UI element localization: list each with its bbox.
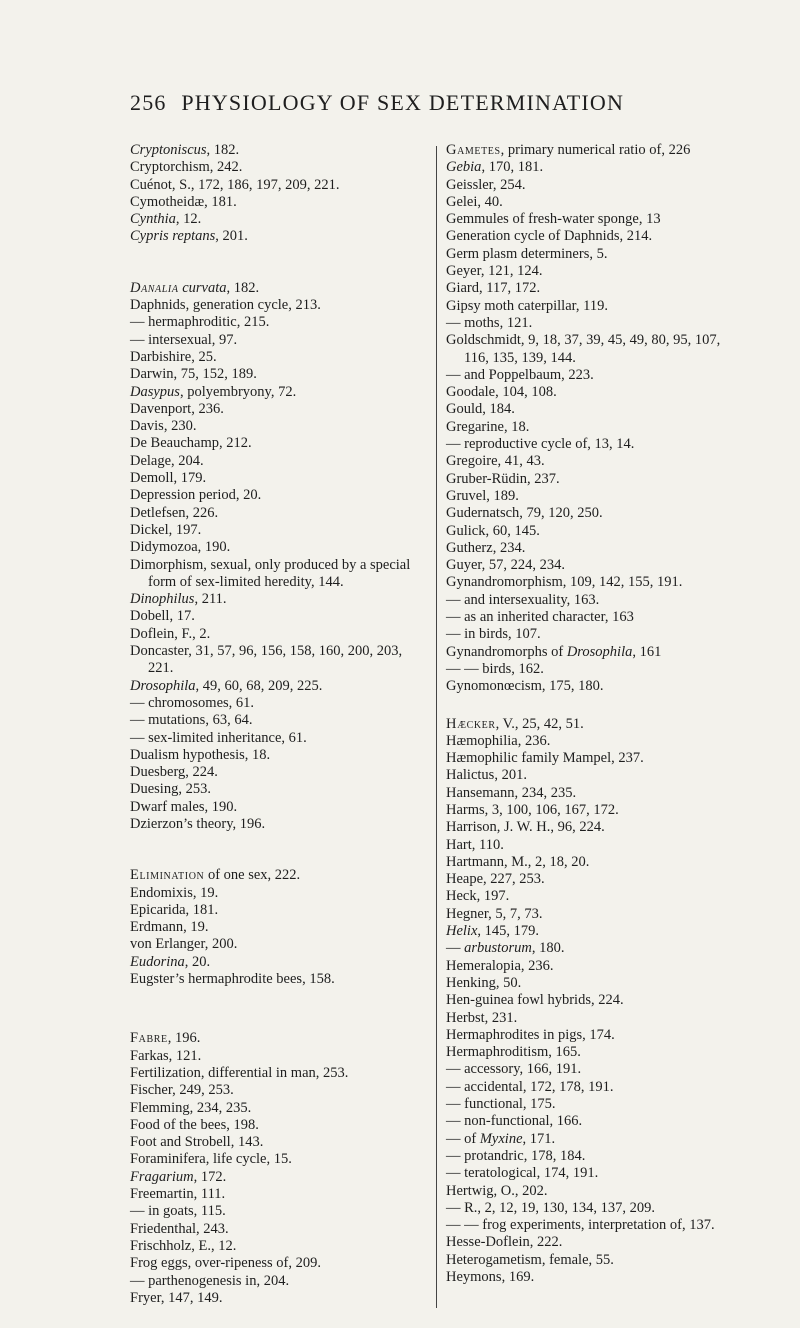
page-number: 256	[130, 90, 167, 115]
index-entry-text: Hartmann, M., 2, 18, 20.	[446, 853, 590, 870]
index-column-right	[446, 142, 738, 1286]
index-entry-text: Gudernatsch, 79, 120, 250.	[446, 505, 603, 522]
index-entry-text: Heymons, 169.	[446, 1269, 535, 1285]
index-entry-text: Cryptorchism, 242.	[130, 159, 243, 176]
index-entry-text: of one sex, 222.	[204, 867, 301, 884]
index-entry	[446, 1010, 738, 1027]
index-entry-text: Daphnids, generation cycle, 213.	[130, 297, 321, 314]
index-entry-text: Delage, 204.	[130, 452, 204, 469]
index-entry	[130, 1221, 426, 1238]
index-entry-text: Henking, 50.	[446, 974, 522, 991]
index-entry-text: Eudorina	[130, 953, 185, 970]
index-entry	[446, 923, 738, 940]
index-entry	[130, 626, 426, 643]
index-entry	[446, 1131, 738, 1148]
index-entry	[130, 764, 426, 781]
index-entry-text: Gipsy moth caterpillar, 119.	[446, 297, 608, 314]
index-entry	[446, 211, 738, 228]
index-entry	[446, 609, 738, 626]
index-entry-text: , 172.	[193, 1168, 227, 1185]
index-entry-text: Hesse-Doflein, 222.	[446, 1234, 563, 1251]
index-entry-text: , 20.	[184, 953, 211, 970]
index-entry-text: , 211.	[194, 591, 227, 608]
index-entry-text: Geyer, 121, 124.	[446, 263, 543, 280]
index-entry	[446, 802, 738, 819]
index-entry	[446, 1269, 738, 1286]
index-entry	[446, 785, 738, 802]
index-entry	[130, 1030, 426, 1047]
index-entry-text: arbustorum	[464, 940, 532, 957]
index-entry-text: Gould, 184.	[446, 401, 515, 418]
index-entry	[130, 816, 426, 833]
index-entry	[130, 1117, 426, 1134]
index-entry	[446, 505, 738, 522]
index-entry	[130, 1255, 426, 1272]
index-entry	[446, 367, 738, 384]
index-entry	[130, 453, 426, 470]
index-entry-text: — mutations, 63, 64.	[130, 712, 253, 729]
index-entry-text: Frog eggs, over-ripeness of, 209.	[130, 1255, 321, 1272]
index-entry-text: Drosophila	[566, 643, 633, 660]
index-entry-text: Hertwig, O., 202.	[446, 1182, 548, 1199]
index-entry	[446, 958, 738, 975]
index-entry	[446, 767, 738, 784]
index-entry-text: Fragarium	[130, 1168, 194, 1185]
index-entry	[130, 332, 426, 349]
index-entry	[446, 1217, 738, 1234]
index-entry-text: Gutherz, 234.	[446, 539, 526, 556]
index-entry-text: Doflein, F., 2.	[130, 625, 211, 642]
index-entry	[130, 1100, 426, 1117]
index-entry	[130, 487, 426, 504]
index-entry-text: Farkas, 121.	[130, 1047, 202, 1064]
index-entry	[446, 661, 738, 678]
index-entry-text: Herbst, 231.	[446, 1009, 518, 1026]
index-entry	[130, 885, 426, 902]
index-entry	[130, 297, 426, 314]
index-entry	[446, 540, 738, 557]
index-entry-text: Gregarine, 18.	[446, 418, 530, 435]
index-entry-text: — in goats, 115.	[130, 1203, 226, 1220]
index-entry-text: , 180.	[531, 940, 565, 957]
index-entry	[446, 557, 738, 574]
index-entry	[130, 1082, 426, 1099]
index-entry	[446, 626, 738, 643]
index-entry	[446, 750, 738, 767]
index-entry	[130, 971, 426, 988]
index-entry	[130, 747, 426, 764]
index-entry	[446, 837, 738, 854]
index-entry-text: Fertilization, differential in man, 253.	[130, 1064, 349, 1081]
index-entry-text: — teratological, 174, 191.	[446, 1165, 599, 1182]
index-entry-text: — functional, 175.	[446, 1096, 556, 1113]
index-entry	[446, 1079, 738, 1096]
index-entry-text: Doncaster, 31, 57, 96, 156, 158, 160, 200, 203, 221.	[130, 643, 403, 677]
index-entry	[446, 1165, 738, 1182]
index-entry-text: , 161	[632, 643, 662, 660]
index-entry	[446, 1200, 738, 1217]
index-entry-text: Heterogametism, female, 55.	[446, 1251, 614, 1268]
index-entry	[446, 992, 738, 1009]
index-entry	[446, 488, 738, 505]
index-entry-text: Gemmules of fresh-water sponge, 13	[446, 211, 661, 228]
index-entry-text: Hermaphrodites in pigs, 174.	[446, 1026, 615, 1043]
index-entry-text: Epicarida, 181.	[130, 901, 219, 918]
index-entry	[130, 1290, 426, 1307]
index-entry-text: Drosophila	[130, 677, 196, 694]
index-entry-text: — parthenogenesis in, 204.	[130, 1272, 290, 1289]
index-entry-text: Gulick, 60, 145.	[446, 522, 540, 539]
index-entry	[446, 332, 738, 367]
index-entry-text: —	[446, 940, 465, 957]
index-entry-text: Foot and Strobell, 143.	[130, 1134, 264, 1151]
index-entry-text: Germ plasm determiners, 5.	[446, 245, 608, 262]
index-entry	[446, 574, 738, 591]
index-entry	[446, 1044, 738, 1061]
index-entry	[446, 280, 738, 297]
index-entry-text: Freemartin, 111.	[130, 1186, 226, 1203]
index-entry	[130, 435, 426, 452]
page-header	[130, 90, 730, 116]
running-title: PHYSIOLOGY OF SEX DETERMINATION	[181, 90, 625, 115]
index-entry-text: Gynomonœcism, 175, 180.	[446, 678, 604, 695]
index-entry	[130, 1238, 426, 1255]
index-entry-text: Giard, 117, 172.	[446, 280, 541, 297]
index-entry-text: Gebia	[446, 159, 482, 176]
index-entry	[130, 936, 426, 953]
index-entry-text: Gregoire, 41, 43.	[446, 453, 545, 470]
index-entry	[446, 733, 738, 750]
index-entry	[130, 401, 426, 418]
index-entry-text: Heape, 227, 253.	[446, 871, 545, 888]
index-entry-text: — accidental, 172, 178, 191.	[446, 1078, 614, 1095]
index-entry-text: Hart, 110.	[446, 836, 504, 853]
index-entry	[130, 591, 426, 608]
index-entry-text: Eugster’s hermaphrodite bees, 158.	[130, 971, 335, 988]
index-entry-text: — intersexual, 97.	[130, 331, 238, 348]
index-entry	[130, 781, 426, 798]
index-entry	[130, 608, 426, 625]
index-entry-text: — — frog experiments, interpretation of, 137.	[446, 1217, 715, 1234]
index-entry	[130, 470, 426, 487]
index-entry	[130, 919, 426, 936]
index-entry-text: Dimorphism, sexual, only produced by a special form of sex-limited heredity, 144.	[130, 556, 411, 590]
index-entry-text: Depression period, 20.	[130, 487, 262, 504]
index-entry	[130, 1273, 426, 1290]
index-entry-text: Dobell, 17.	[130, 608, 195, 625]
index-entry-text: — non-functional, 166.	[446, 1113, 583, 1130]
index-entry	[446, 1096, 738, 1113]
index-entry-text: Cymotheidæ, 181.	[130, 193, 237, 210]
index-entry-text: von Erlanger, 200.	[130, 936, 238, 953]
index-entry	[130, 228, 426, 245]
index-entry-text: Gametes	[446, 142, 501, 158]
index-entry-text: Dzierzon’s theory, 196.	[130, 815, 266, 832]
index-entry	[446, 592, 738, 609]
index-entry	[130, 142, 426, 159]
index-entry	[130, 349, 426, 366]
index-entry-text: , 196.	[167, 1030, 201, 1047]
index-entry	[130, 1203, 426, 1220]
index-entry-text: Frischholz, E., 12.	[130, 1237, 237, 1254]
index-entry-text: Erdmann, 19.	[130, 919, 209, 936]
index-entry	[130, 211, 426, 228]
index-entry-text: Cryptoniscus	[130, 142, 207, 158]
index-entry-text: — — birds, 162.	[446, 660, 544, 677]
index-entry	[130, 505, 426, 522]
index-entry-text: Helix	[446, 923, 478, 940]
index-entry-text: — accessory, 166, 191.	[446, 1061, 582, 1078]
index-entry	[446, 228, 738, 245]
index-entry-text: Endomixis, 19.	[130, 884, 219, 901]
index-entry-text: Harms, 3, 100, 106, 167, 172.	[446, 801, 619, 818]
index-entry-text: Cypris reptans	[130, 228, 216, 245]
index-entry-text: Fischer, 249, 253.	[130, 1082, 234, 1099]
index-entry-text: — protandric, 178, 184.	[446, 1147, 586, 1164]
index-entry	[130, 712, 426, 729]
index-entry	[130, 1186, 426, 1203]
index-entry-text: Food of the bees, 198.	[130, 1116, 259, 1133]
index-entry-text: — sex-limited inheritance, 61.	[130, 729, 307, 746]
index-entry	[446, 471, 738, 488]
index-entry	[446, 159, 738, 176]
index-entry	[130, 280, 426, 297]
index-entry-text: , 182.	[206, 142, 240, 158]
index-entry-text: — in birds, 107.	[446, 626, 541, 643]
index-entry-text: Detlefsen, 226.	[130, 504, 219, 521]
index-entry-text: curvata	[182, 279, 227, 296]
index-entry-text: , 201.	[215, 228, 248, 245]
index-entry-text: Hæmophilic family Mampel, 237.	[446, 750, 644, 767]
index-entry	[130, 384, 426, 401]
index-entry-text: — and Poppelbaum, 223.	[446, 366, 594, 383]
index-entry	[446, 1061, 738, 1078]
index-entry	[446, 1027, 738, 1044]
index-entry	[446, 142, 738, 159]
index-entry-text: Harrison, J. W. H., 96, 224.	[446, 819, 605, 836]
index-entry	[130, 695, 426, 712]
index-entry-text: Friedenthal, 243.	[130, 1220, 229, 1237]
index-entry-text: Gynandromorphs of	[446, 643, 567, 660]
index-entry	[446, 888, 738, 905]
index-entry-text: Gelei, 40.	[446, 193, 503, 210]
index-entry-text: Dwarf males, 190.	[130, 798, 238, 815]
index-entry-text: Elimination	[130, 867, 205, 884]
index-entry-text: Demoll, 179.	[130, 470, 207, 487]
index-entry	[446, 819, 738, 836]
index-entry	[130, 1151, 426, 1168]
index-entry-text: Dualism hypothesis, 18.	[130, 746, 271, 763]
index-entry	[446, 975, 738, 992]
index-entry	[446, 401, 738, 418]
index-entry	[446, 1113, 738, 1130]
index-entry	[446, 177, 738, 194]
index-entry	[130, 557, 426, 592]
index-entry-text: Hæmophilia, 236.	[446, 732, 551, 749]
index-entry	[130, 1134, 426, 1151]
index-entry	[130, 678, 426, 695]
index-entry	[130, 643, 426, 678]
index-entry-text: Duesing, 253.	[130, 781, 211, 798]
index-entry-text: Gruber-Rüdin, 237.	[446, 470, 560, 487]
index-entry-text: Danalia	[130, 279, 179, 296]
index-entry	[130, 1065, 426, 1082]
index-entry	[130, 418, 426, 435]
index-entry	[130, 539, 426, 556]
index-entry-text: Goldschmidt, 9, 18, 37, 39, 45, 49, 80, 95, 107, 116, 135, 139, 144.	[446, 332, 721, 366]
index-entry	[446, 678, 738, 695]
index-entry-text: Davenport, 236.	[130, 400, 224, 417]
index-entry	[446, 940, 738, 957]
index-entry-text: Geissler, 254.	[446, 176, 526, 193]
index-entry-text: , 12.	[175, 211, 202, 228]
index-entry	[130, 730, 426, 747]
index-entry	[130, 799, 426, 816]
index-entry	[446, 298, 738, 315]
index-entry-text: Hemeralopia, 236.	[446, 957, 554, 974]
index-entry-text: — moths, 121.	[446, 314, 533, 331]
index-entry-text: Foraminifera, life cycle, 15.	[130, 1151, 292, 1168]
index-entry	[130, 177, 426, 194]
index-entry-text: Guyer, 57, 224, 234.	[446, 557, 566, 574]
index-entry-text: De Beauchamp, 212.	[130, 435, 252, 452]
index-entry-text: — hermaphroditic, 215.	[130, 314, 270, 331]
index-entry	[130, 954, 426, 971]
index-entry	[446, 419, 738, 436]
index-entry-text: Hansemann, 234, 235.	[446, 784, 577, 801]
index-entry	[446, 644, 738, 661]
index-entry	[446, 906, 738, 923]
index-entry-text: Goodale, 104, 108.	[446, 384, 557, 401]
index-entry	[446, 315, 738, 332]
index-entry	[446, 871, 738, 888]
index-entry	[446, 453, 738, 470]
index-entry-text: Cuénot, S., 172, 186, 197, 209, 221.	[130, 176, 340, 193]
index-entry	[130, 314, 426, 331]
index-entry-text: Duesberg, 224.	[130, 764, 218, 781]
index-entry	[446, 1183, 738, 1200]
index-entry	[446, 1252, 738, 1269]
index-entry-text: Dasypus	[130, 383, 180, 400]
index-entry	[446, 854, 738, 871]
index-entry	[446, 384, 738, 401]
index-entry-text: Darbishire, 25.	[130, 348, 217, 365]
index-entry	[446, 263, 738, 280]
index-column-left	[130, 142, 426, 1307]
index-entry-text: Hermaphroditism, 165.	[446, 1044, 581, 1061]
index-entry-text: Fryer, 147, 149.	[130, 1289, 223, 1306]
index-entry-text: — and intersexuality, 163.	[446, 591, 600, 608]
index-entry-text: , polyembryony, 72.	[179, 383, 297, 400]
index-entry-text: Darwin, 75, 152, 189.	[130, 366, 257, 383]
index-entry	[130, 194, 426, 211]
index-entry	[446, 523, 738, 540]
index-entry	[130, 1048, 426, 1065]
index-entry	[130, 159, 426, 176]
index-entry-text: , 182.	[226, 279, 260, 296]
index-entry-text: Heck, 197.	[446, 888, 510, 905]
index-entry	[130, 1169, 426, 1186]
index-entry-text: Cynthia	[130, 211, 176, 228]
index-entry-text: Flemming, 234, 235.	[130, 1099, 252, 1116]
index-entry	[130, 522, 426, 539]
column-divider	[436, 146, 437, 1308]
index-entry-text: Dickel, 197.	[130, 521, 202, 538]
index-entry	[446, 716, 738, 733]
index-entry-text: Myxine	[479, 1130, 523, 1147]
index-entry	[446, 1234, 738, 1251]
index-entry-text: Davis, 230.	[130, 418, 197, 435]
index-entry	[446, 1148, 738, 1165]
index-entry-text: — R., 2, 12, 19, 130, 134, 137, 209.	[446, 1199, 656, 1216]
index-entry	[130, 902, 426, 919]
index-entry	[130, 366, 426, 383]
index-entry-text: — reproductive cycle of, 13, 14.	[446, 436, 635, 453]
index-entry-text: , primary numerical ratio of, 226	[500, 142, 691, 158]
index-entry-text: Didymozoa, 190.	[130, 539, 231, 556]
index-entry-text: — as an inherited character, 163	[446, 609, 634, 626]
index-entry	[446, 436, 738, 453]
index-entry	[446, 194, 738, 211]
index-entry-text: Gynandromorphism, 109, 142, 155, 191.	[446, 574, 683, 591]
index-entry-text: Gruvel, 189.	[446, 487, 519, 504]
index-entry-text: Hegner, 5, 7, 73.	[446, 905, 543, 922]
index-entry-text: , 49, 60, 68, 209, 225.	[195, 677, 323, 694]
index-entry-text: Hæcker	[446, 715, 496, 732]
index-entry-text: Fabre	[130, 1030, 168, 1047]
index-entry-text: , 171.	[522, 1130, 556, 1147]
index-entry-text: Generation cycle of Daphnids, 214.	[446, 228, 653, 245]
index-entry	[130, 867, 426, 884]
index-entry	[446, 246, 738, 263]
index-entry-text: Hen-guinea fowl hybrids, 224.	[446, 992, 624, 1009]
index-entry-text: — of	[446, 1130, 480, 1147]
index-entry-text: — chromosomes, 61.	[130, 694, 255, 711]
index-entry-text: , 145, 179.	[477, 923, 540, 940]
index-entry-text: , V., 25, 42, 51.	[495, 715, 584, 732]
index-entry-text: Halictus, 201.	[446, 767, 527, 784]
index-entry-text: Dinophilus	[130, 591, 195, 608]
index-entry-text: , 170, 181.	[481, 159, 544, 176]
